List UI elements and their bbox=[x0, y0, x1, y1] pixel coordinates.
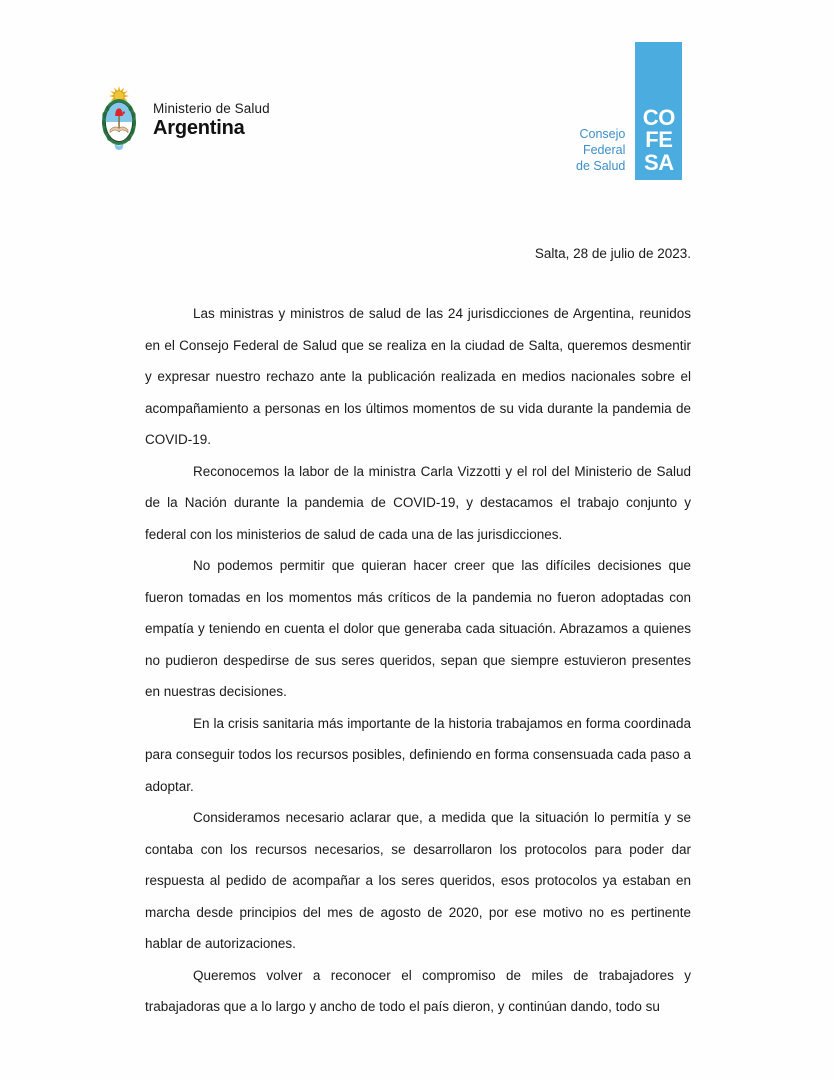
cofesa-mark bbox=[635, 42, 682, 180]
cofesa-mark-line-1: CO bbox=[642, 104, 675, 130]
ministry-logo-lockup bbox=[96, 85, 270, 153]
ministry-wordmark bbox=[153, 100, 270, 139]
letter-paragraph: Queremos volver a reconocer el compromiso de miles de trabajadores y trabajadoras que a lo largo y ancho de todo el país dieron, y continúan dando, todo su bbox=[145, 967, 691, 1014]
letter-paragraph: Consideramos necesario aclarar que, a medida que la situación lo permitía y se contaba con los recursos necesarios, se desarrollaron los protocolos para poder dar respuesta al pedido de acompañar a los seres queridos, esos protocolos ya estaban en marcha desde principios del mes de agosto de 2020, por ese motivo no es pertinente hablar de autorizaciones. bbox=[145, 810, 691, 951]
cofesa-logo-lockup bbox=[576, 40, 682, 180]
argentina-coat-of-arms-icon bbox=[96, 85, 142, 153]
cofesa-name-line-1: Consejo bbox=[579, 127, 626, 141]
dateline: Salta, 28 de julio de 2023. bbox=[534, 246, 691, 261]
cofesa-name-line-2: Federal bbox=[582, 143, 626, 157]
cofesa-mark-line-2: FE bbox=[645, 127, 673, 153]
ministry-name: Ministerio de Salud bbox=[153, 100, 270, 116]
country-name: Argentina bbox=[153, 117, 245, 140]
letter-body bbox=[145, 298, 691, 1023]
cofesa-mark-line-3: SA bbox=[643, 149, 674, 175]
letter-paragraph: En la crisis sanitaria más importante de la historia trabajamos en forma coordinada para conseguir todos los recursos posibles, definiendo en forma consensuada cada paso a adoptar. bbox=[145, 715, 691, 794]
letter-paragraph: Las ministras y ministros de salud de las 24 jurisdicciones de Argentina, reunidos en el Consejo Federal de Salud que se realiza en la ciudad de Salta, queremos desmentir y expresar nuestro rechazo ante la publicación realizada en medios nacionales sobre el acompañamiento a personas en los últimos momentos de su vida durante la pandemia de COVID-19. bbox=[145, 306, 691, 447]
letterhead bbox=[0, 0, 835, 200]
cofesa-full-name bbox=[576, 126, 635, 180]
letter-paragraph: Reconocemos la labor de la ministra Carla Vizzotti y el rol del Ministerio de Salud de la Nación durante la pandemia de COVID-19, y destacamos el trabajo conjunto y federal con los ministerios de salud de cada una de las jurisdicciones. bbox=[145, 463, 691, 542]
letter-paragraph: No podemos permitir que quieran hacer creer que las difíciles decisiones que fueron tomadas en los momentos más críticos de la pandemia no fueron adoptadas con empatía y teniendo en cuenta el dolor que generaba cada situación. Abrazamos a quienes no pudieron despedirse de sus seres queridos, sepan que siempre estuvieron presentes en nuestras decisiones. bbox=[145, 558, 691, 699]
cofesa-name-line-3: de Salud bbox=[576, 159, 626, 173]
